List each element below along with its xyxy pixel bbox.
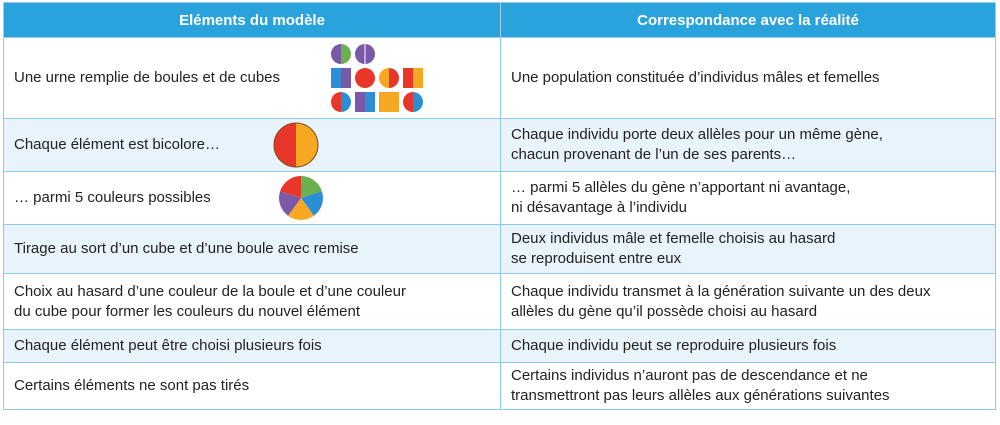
reality-text-line: ni désavantage à l’individu (511, 199, 687, 216)
model-cell (4, 38, 501, 119)
table-header-row (4, 3, 996, 38)
five-color-pie-icon (277, 174, 325, 222)
reality-cell (501, 363, 996, 410)
model-text: Chaque élément peut être choisi plusieurs fois (14, 337, 322, 354)
reality-cell (501, 172, 996, 225)
reality-text-line: Certains individus n’auront pas de descendance et ne (511, 367, 868, 384)
table-row (4, 172, 996, 225)
reality-text-line: allèles du gène qu’il possède choisi au hasard (511, 302, 818, 320)
model-cell (4, 274, 501, 330)
reality-text-line: Chaque individu transmet à la génération suivante un des deux (511, 282, 931, 300)
model-text: Tirage au sort d’un cube et d’une boule avec remise (14, 240, 359, 257)
table-row (4, 38, 996, 119)
model-text: Chaque élément est bicolore… (14, 136, 220, 153)
model-cell (4, 119, 501, 172)
model-cell (4, 172, 501, 225)
model-text: Une urne remplie de boules et de cubes (14, 69, 281, 86)
reality-text-line: transmettront pas leurs allèles aux générations suivantes (511, 387, 890, 404)
model-text-line: du cube pour former les couleurs du nouvel élément (14, 302, 361, 320)
model-cell (4, 330, 501, 363)
model-text: Certains éléments ne sont pas tirés (14, 377, 250, 394)
header-model-elements: Eléments du modèle (4, 3, 501, 38)
table-row (4, 330, 996, 363)
table-row (4, 274, 996, 330)
bicolor-ball-icon (272, 121, 320, 169)
reality-text-line: se reproduisent entre eux (511, 250, 682, 267)
reality-cell (501, 119, 996, 172)
reality-text-line: Deux individus mâle et femelle choisis au hasard (511, 230, 836, 247)
balls-and-cubes-icon (327, 42, 427, 114)
reality-cell (501, 330, 996, 363)
table-row (4, 119, 996, 172)
reality-text-line: Chaque individu peut se reproduire plusieurs fois (511, 337, 837, 354)
reality-text-line: … parmi 5 allèles du gène n’apportant ni avantage, (511, 179, 851, 196)
correspondence-table-container (3, 2, 995, 410)
table-row (4, 225, 996, 274)
reality-cell (501, 225, 996, 274)
reality-text-line: Chaque individu porte deux allèles pour un même gène, (511, 126, 883, 143)
model-cell (4, 225, 501, 274)
correspondence-table (3, 2, 996, 410)
reality-cell (501, 274, 996, 330)
reality-cell (501, 38, 996, 119)
reality-text-line: Une population constituée d’individus mâles et femelles (511, 69, 880, 86)
table-row (4, 363, 996, 410)
model-text-line: Choix au hasard d’une couleur de la boule et d’une couleur (14, 282, 406, 300)
model-cell (4, 363, 501, 410)
reality-text-line: chacun provenant de l’un de ses parents… (511, 146, 797, 163)
header-reality-correspondence: Correspondance avec la réalité (501, 3, 996, 38)
model-text: … parmi 5 couleurs possibles (14, 189, 211, 206)
